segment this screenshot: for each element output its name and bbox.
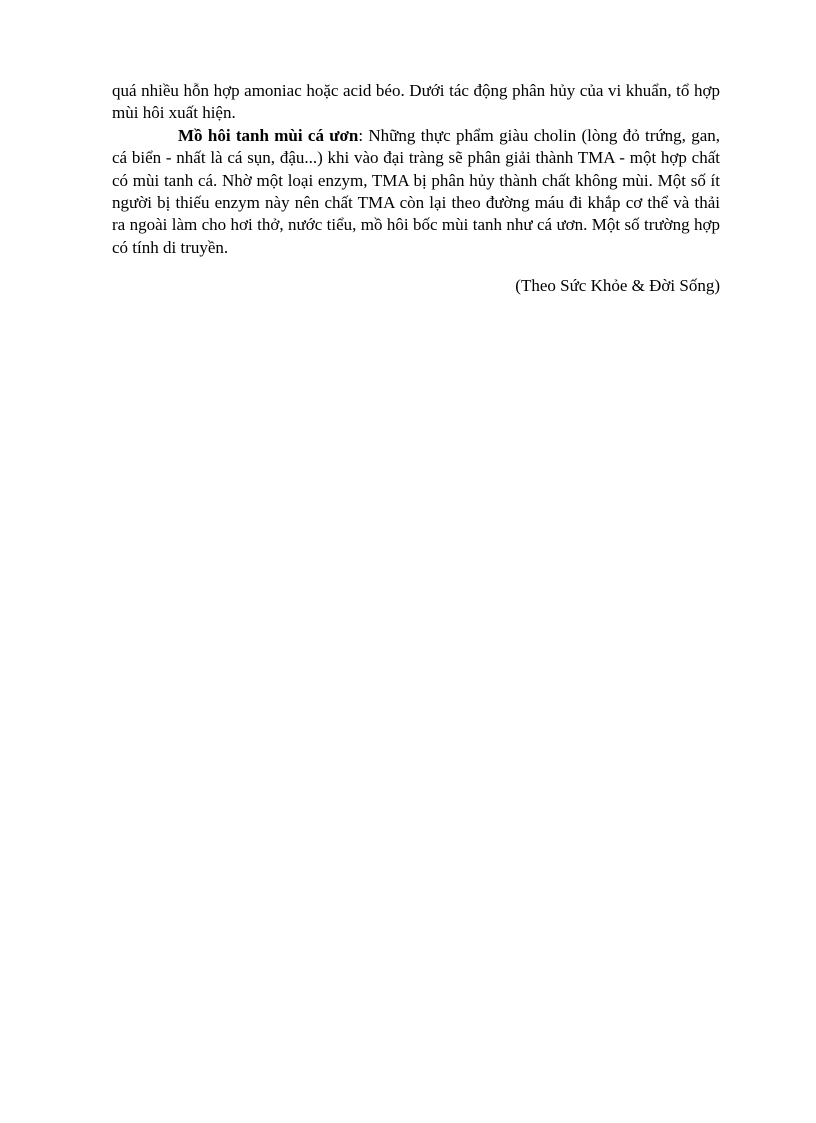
section-heading: Mồ hôi tanh mùi cá ươn (178, 125, 359, 145)
paragraph-continued: quá nhiều hỗn hợp amoniac hoặc acid béo. Dưới tác động phân hủy của vi khuẩn, tổ hợp mùi hôi xuất hiện. (112, 81, 720, 123)
source-citation: (Theo Sức Khỏe & Đời Sống) (515, 276, 720, 296)
paragraph-fish-odor-sweat (112, 125, 720, 259)
section-body: : Những thực phẩm giàu cholin (lòng đỏ trứng, gan, cá biển - nhất là cá sụn, đậu...) khi vào đại tràng sẽ phân giải thành TMA - một hợp chất có mùi tanh cá. Nhờ một loại enzym, TMA bị phân hủy thành chất không mùi. Một số ít người bị thiếu enzym này nên chất TMA còn lại theo đường máu đi khắp cơ thể và thải ra ngoài làm cho hơi thở, nước tiểu, mồ hôi bốc mùi tanh như cá ươn. Một số trường hợp có tính di truyền. (112, 125, 720, 257)
article-body (112, 80, 720, 298)
